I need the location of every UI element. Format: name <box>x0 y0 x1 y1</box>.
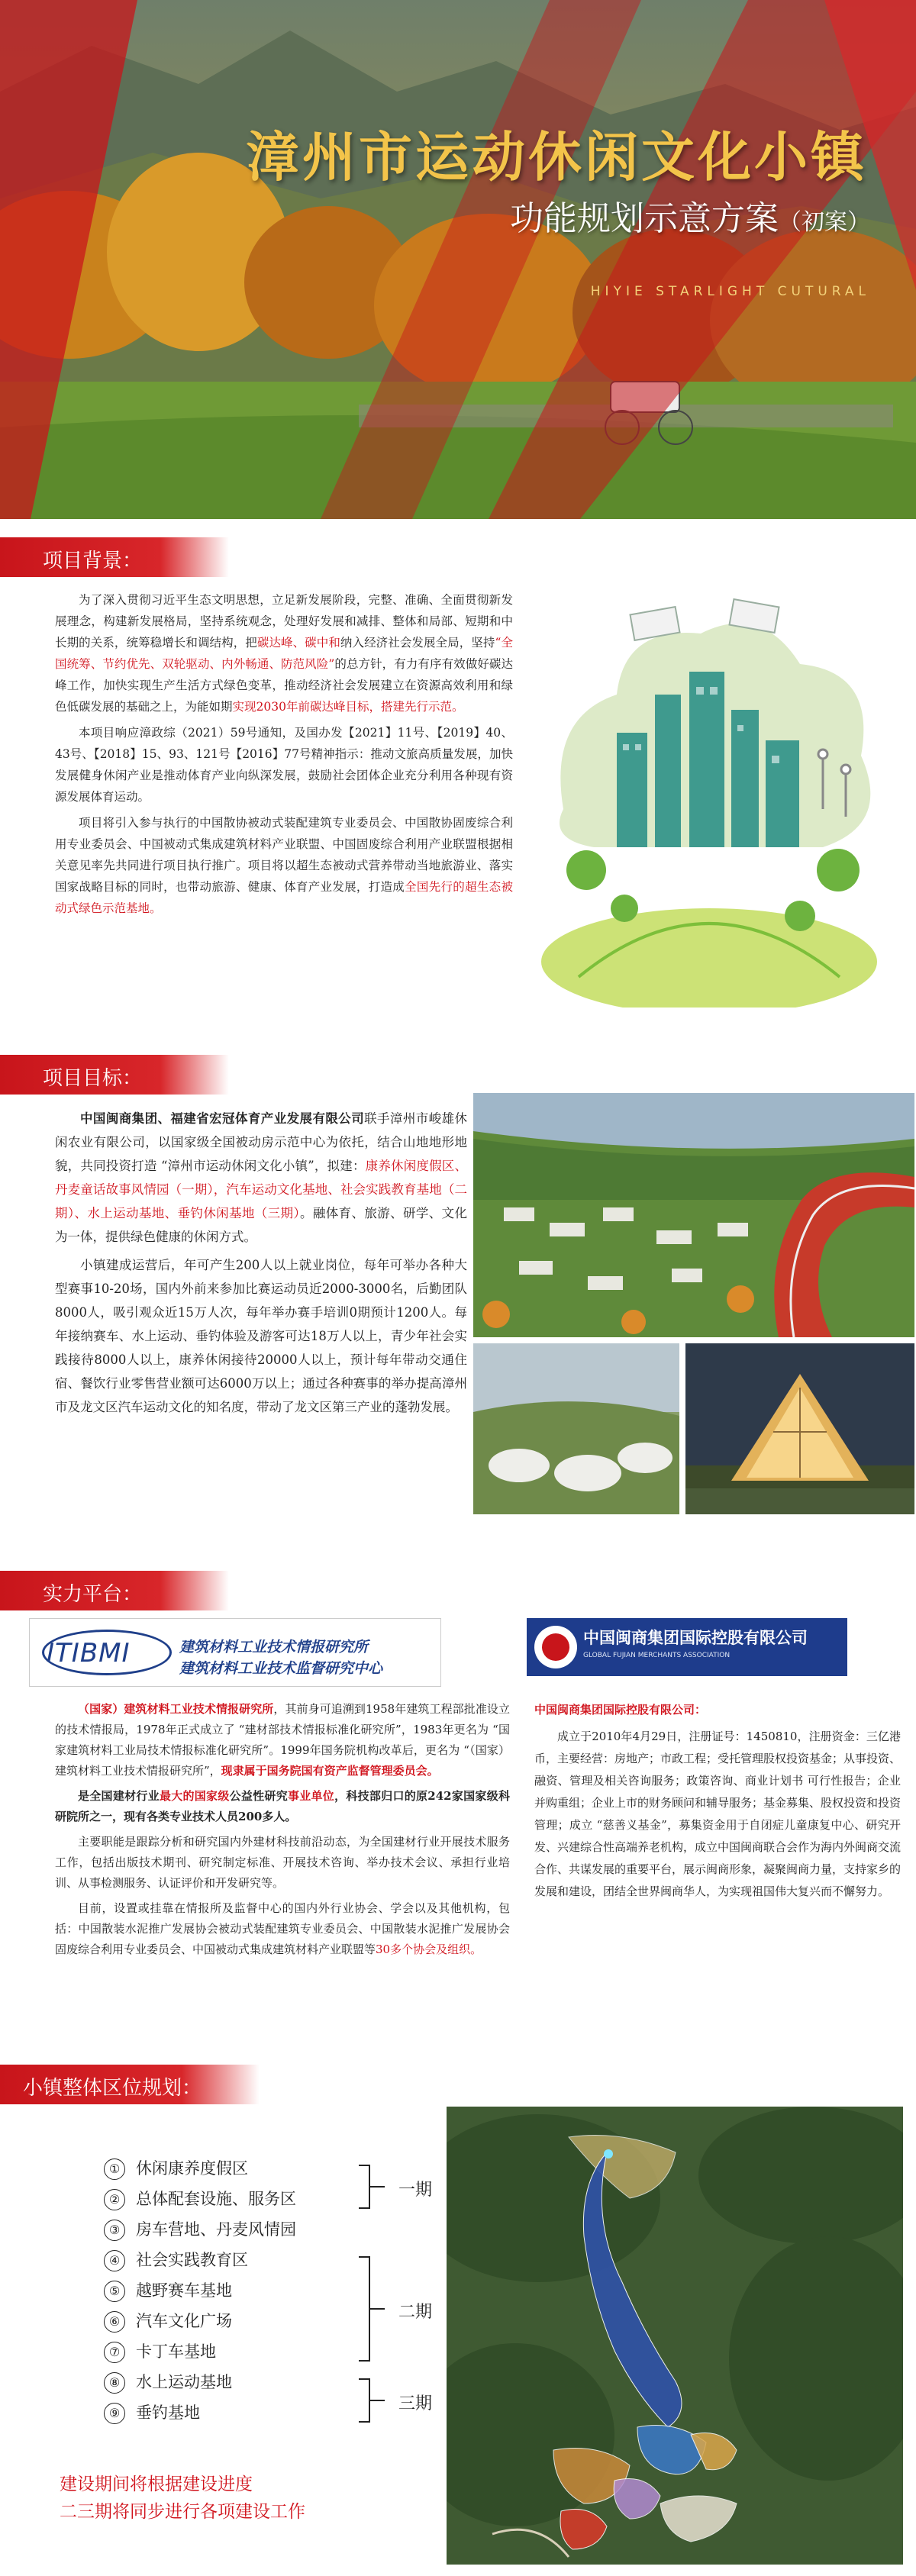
zone-number: ③ <box>104 2220 125 2241</box>
zone-label: 社会实践教育区 <box>136 2251 248 2269</box>
zone-label: 休闲康养度假区 <box>136 2159 248 2178</box>
hero-landscape-photo <box>0 0 916 519</box>
platform-left-text <box>55 1699 510 1965</box>
itibmi-logo-text: ITIBMI <box>47 1638 131 1668</box>
zone-list <box>104 2156 394 2431</box>
minshang-logo-banner <box>527 1618 847 1676</box>
zone-number: ⑧ <box>104 2372 125 2394</box>
zone-label: 总体配套设施、服务区 <box>136 2190 296 2208</box>
phase-1-label: 一期 <box>398 2181 433 2200</box>
zone-item <box>104 2248 394 2278</box>
construction-note-line2: 二三期将同步进行各项建设工作 <box>60 2502 305 2522</box>
zone-number: ⑥ <box>104 2311 125 2333</box>
goals-p1-c: 康养休闲度假区、丹麦童话故事风情园（一期），汽车运动文化基地、社会实践教育基地（二期）、水上运动基地、垂钓休闲基地（三期） <box>55 1159 467 1220</box>
plat-l-p2-c: 公益性研究 <box>229 1789 288 1803</box>
bg-p1-f: 实现2030年前碳达峰目标，搭建先行示范。 <box>232 700 464 714</box>
green-city-illustration <box>533 580 885 1008</box>
platform-left-paragraph-3: 主要职能是跟踪分析和研究国内外建材科技前沿动态，为全国建材行业开展技术服务工作，包括出版技术期刊、研究制定标准、开展技术咨询、举办技术会议、承担行业培训、从事检测服务、认证评价和开发研究等。 <box>55 1835 510 1890</box>
phase-brackets <box>359 2156 405 2431</box>
background-paragraph-1 <box>55 589 513 717</box>
hero-title: 漳州市运动休闲文化小镇 <box>246 126 867 189</box>
a-frame-cabin-graphic <box>685 1343 914 1514</box>
bg-p1-d: “全国统筹、节约优先、双轮驱动、内外畅通、防范风险” <box>55 636 513 671</box>
platform-left-paragraph-1 <box>55 1699 510 1781</box>
section-title-platform: 实力平台： <box>43 1583 143 1606</box>
zone-label: 房车营地、丹麦风情园 <box>136 2220 296 2239</box>
platform-right-title: 中国闽商集团国际控股有限公司： <box>534 1703 707 1717</box>
background-paragraph-2: 本项目响应漳政综（2021）59号通知，及国办发【2021】11号、【2019】40、43号、【2018】15、93、121号【2016】77号精神指示：推动文旅高质量发展，加快发展健身休闲产业是推动体育产业向纵深发展，鼓励社会团体企业充分利用各种现有资源发展体育运动。 <box>55 726 513 804</box>
a-frame-cabin-photo <box>685 1343 914 1514</box>
resort-aerial-graphic <box>473 1093 914 1337</box>
platform-right-paragraph: 成立于2010年4月29日，注册证号：1450810，注册资金：三亿港币，主要经营：房地产；市政工程；受托管理股权投资基金；从事投资、融资、管理及相关咨询服务；政策咨询、商业计划书 可行性报告；企业并购重组；企业上市的财务顾问和辅导服务；基金募集、股权投资和投资管理；成立 “慈善义基金”，募集资金用于自闭症儿童康复中心、研究开发、兴建综合性高端养老机构，成立中国闽商联合会作为海内外闽商交流合作、共谋发展的重要平台，展示闽商形象，凝聚闽商力量，支持家乡的发展和建设，团结全世界闽商华人，为实现祖国伟大复兴而不懈努力。 <box>534 1730 901 1898</box>
zone-label: 水上运动基地 <box>136 2373 232 2391</box>
resort-aerial-photo <box>473 1093 914 1337</box>
zone-item <box>104 2278 394 2309</box>
minshang-emblem-icon <box>534 1626 577 1668</box>
platform-right-text <box>534 1699 901 1907</box>
plat-l-p4-a: 目前，设置或挂靠在情报所及监督中心的国内外行业协会、学会以及其他机构，包括：中国散装水泥推广发展协会被动式装配建筑专业委员会、中国散装水泥推广发展协会固废综合利用专业委员会、中国被动式集成建筑材料产业联盟等 <box>55 1901 510 1956</box>
section-header-platform <box>0 1571 229 1610</box>
zone-number: ⑨ <box>104 2403 125 2424</box>
itibmi-name-line1: 建筑材料工业技术情报研究所 <box>179 1639 369 1656</box>
plat-l-p1-a: （国家）建筑材料工业技术情报研究所 <box>78 1702 274 1716</box>
goals-p1-d: 。融体育、旅游、研学、文化为一体，提供绿色健康的休闲方式。 <box>55 1206 467 1244</box>
section-header-goals <box>0 1055 229 1095</box>
section-title-goals: 项目目标： <box>43 1067 143 1090</box>
dome-house-graphic <box>473 1343 679 1514</box>
zone-label: 汽车文化广场 <box>136 2312 232 2330</box>
background-paragraph-3 <box>55 812 513 919</box>
platform-left-paragraph-4 <box>55 1898 510 1960</box>
zone-number: ⑤ <box>104 2281 125 2302</box>
minshang-logo-text: 中国闽商集团国际控股有限公司 <box>583 1629 808 1647</box>
section-title-zones: 小镇整体区位规划： <box>23 2077 202 2100</box>
zone-number: ④ <box>104 2250 125 2271</box>
zone-item <box>104 2339 394 2370</box>
plat-l-p2-d: 事业单位 <box>287 1789 335 1803</box>
bg-p3-a: 项目将引入参与执行的中国散协被动式装配建筑专业委员会、中国散协固废综合利用专业委员会、中国被动式集成建筑材料产业联盟、中国固废综合利用产业联盟根据相关意见率先共同进行项目执行推广。项目将以超生态被动式营养带动当地旅游业、落实国家战略目标的同时，也带动旅游、健康、体育产业发展，打造成 <box>55 816 513 894</box>
plat-l-p2-b: 最大的国家级 <box>159 1789 230 1803</box>
section-header-zones <box>0 2065 260 2104</box>
zone-label: 越野赛车基地 <box>136 2281 232 2300</box>
plat-l-p2-e: ，科技部归口的原242家国家级科研院所之一，现有各类专业技术人员200多人。 <box>55 1789 510 1823</box>
dome-house-photo <box>473 1343 679 1514</box>
bg-p1-a: 为了深入贯彻习近平生态文明思想，立足新发展阶段，完整、准确、全面贯彻新发展理念，构建新发展格局，坚持系统观念，处理好发展和减排、整体和局部、短期和中长期的关系，统筹稳增长和调结构，把 <box>55 593 513 650</box>
platform-left-paragraph-2 <box>55 1786 510 1827</box>
zone-item <box>104 2217 394 2248</box>
zone-item <box>104 2370 394 2400</box>
section-title-background: 项目背景： <box>43 550 143 572</box>
zone-item <box>104 2309 394 2339</box>
plat-l-p4-b: 30多个协会及组织。 <box>376 1942 482 1956</box>
minshang-logo-english: GLOBAL FUJIAN MERCHANTS ASSOCIATION <box>583 1652 731 1659</box>
zone-item <box>104 2400 394 2431</box>
goals-text <box>55 1107 467 1423</box>
itibmi-name-line2: 建筑材料工业技术监督研究中心 <box>179 1660 383 1677</box>
zone-number: ① <box>104 2158 125 2180</box>
bg-p1-c: 纳入经济社会发展全局，坚持 <box>340 636 495 650</box>
hero-subtitle <box>397 191 870 240</box>
goals-paragraph-1 <box>55 1107 467 1249</box>
bg-p1-e: 的总方针，有力有序有效做好碳达峰工作，加快实现生产生活方式绿色变革，推动经济社会发展建立在资源高效利用和绿色低碳发展的基础之上，为能如期 <box>55 657 513 714</box>
construction-note-line1: 建设期间将根据建设进度 <box>60 2474 253 2494</box>
plat-l-p1-c: 现隶属于国务院国有资产监督管理委员会。 <box>221 1764 439 1778</box>
plat-l-p1-b: ，其前身可追溯到1958年建筑工程部批准设立的技术情报局，1978年正式成立了 “建材部技术情报标准化研究所”，1983年更名为 “国家建筑材料工业局技术情报标准化研究所”。1999年国务院机构改革后，更名为 “（国家）建筑材料工业技术情报研究所”， <box>55 1702 510 1778</box>
zone-label: 卡丁车基地 <box>136 2342 216 2361</box>
goals-paragraph-2: 小镇建成运营后，年可产生200人以上就业岗位，每年可举办各种大型赛事10-20场，国内外前来参加比赛运动员近2000-3000名，后勤团队8000人，吸引观众近15万人次，每年举办赛手培训0期预计1200人。每年接纳赛车、水上运动、垂钓体验及游客可达18万人以上，青少年社会实践接待8000人以上，康养休闲接待20000人以上，预计每年带动交通住宿、餐饮行业零售营业额可达6000万以上；通过各种赛事的举办提高漳州市及龙文区汽车运动文化的知名度，带动了龙文区第三产业的蓬勃发展。 <box>55 1258 467 1414</box>
goals-p1-b: 联手漳州市峻雄休闲农业有限公司，以国家级全国被动房示范中心为依托，结合山地地形地貌，共同投资打造 “漳州市运动休闲文化小镇”，拟建： <box>55 1111 468 1173</box>
itibmi-logo-banner <box>29 1618 441 1687</box>
zone-item <box>104 2156 394 2187</box>
bg-p3-b: 全国先行的超生态被动式绿色示范基地。 <box>55 880 513 915</box>
hero-subtitle-main: 功能规划示意方案 <box>510 199 779 238</box>
hero-english-tagline: HIYIE STARLIGHT CUTURAL <box>590 284 870 299</box>
hero-banner <box>0 0 916 519</box>
zone-label: 垂钓基地 <box>136 2404 200 2422</box>
goals-p1-a: 中国闽商集团、福建省宏冠体育产业发展有限公司 <box>80 1111 365 1126</box>
section-header-background <box>0 537 229 577</box>
zone-number: ⑦ <box>104 2342 125 2363</box>
zone-number: ② <box>104 2189 125 2210</box>
site-map-graphic <box>447 2107 903 2565</box>
phase-2-label: 二期 <box>398 2303 433 2322</box>
background-text <box>55 589 513 924</box>
zone-item <box>104 2187 394 2217</box>
phase-3-label: 三期 <box>398 2394 433 2413</box>
hero-subtitle-note: （初案） <box>779 209 870 236</box>
site-aerial-map <box>447 2107 903 2565</box>
plat-l-p2-a: 是全国建材行业 <box>78 1789 160 1803</box>
bg-p1-b: 碳达峰、碳中和 <box>256 636 340 650</box>
